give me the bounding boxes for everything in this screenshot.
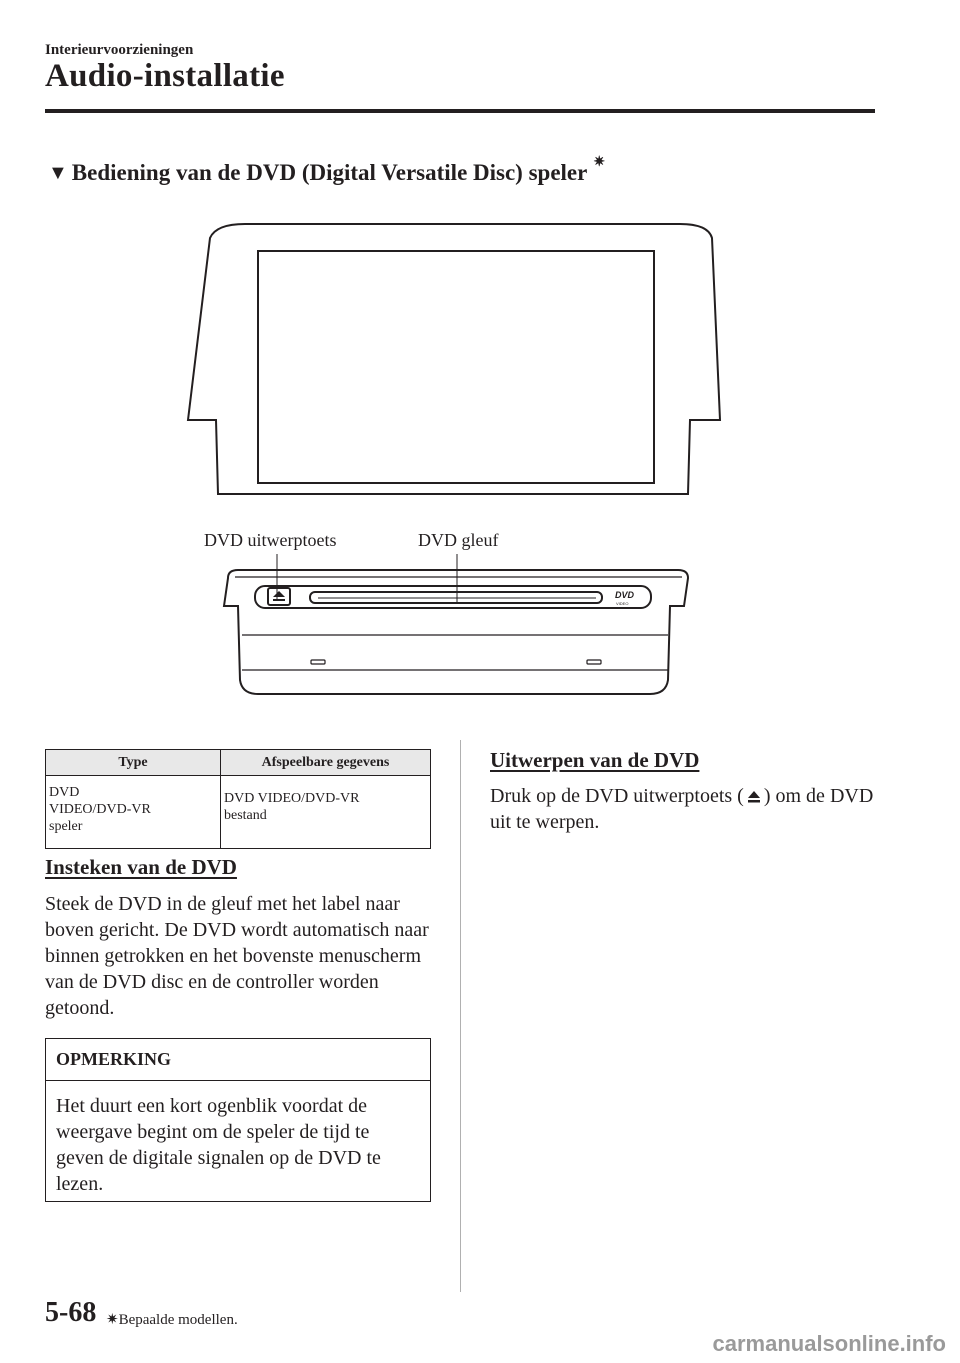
star-icon: ✷ [593,155,606,170]
display-housing [188,224,720,494]
table-header-type: Type [46,750,221,776]
callout-eject-button: DVD uitwerptoets [204,530,337,550]
dvd-slot-bezel [255,586,651,608]
column-divider [460,740,461,1292]
heading-text: Bediening van de DVD (Digital Versatile Disc) speler [71,160,588,185]
dvd-unit-housing [224,570,688,694]
note-title: OPMERKING [46,1039,430,1081]
footnote-text: Bepaalde modellen. [118,1312,238,1328]
down-triangle-icon: ▼ [48,162,68,184]
eject-icon [746,789,762,805]
eject-section-body [490,783,882,835]
spec-table [45,749,431,849]
insert-section-body: Steek de DVD in de gleuf met het label naar boven gericht. De DVD wordt automatisch naar binnen getrokken en het bovenste menuscherm van de DVD disc en de controller worden getoond. [45,893,429,1019]
note-body: Het duurt een kort ogenblik voordat de weergave begint om de speler de tijd te geven de digitale signalen op de DVD te lezen. [56,1095,381,1195]
footnote-star: ✷ [106,1312,119,1328]
table-header-data: Afspeelbare gegevens [221,750,431,776]
table-cell-type: DVD VIDEO/DVD-VR speler [46,776,221,849]
eject-body-after: ) om de DVD uit te werpen. [490,785,874,833]
page-number: 5-68 [45,1297,97,1328]
dvd-logo-subtext: VIDEO [616,601,629,606]
eject-body-before: Druk op de DVD uitwerptoets ( [490,785,744,807]
footnote [106,1310,238,1329]
display-screen [258,251,654,483]
dvd-logo: DVD [615,590,635,600]
section-label: Interieurvoorzieningen [45,42,194,58]
insert-section-title: Insteken van de DVD [45,855,237,879]
eject-section-title: Uitwerpen van de DVD [490,748,700,772]
callout-dvd-slot: DVD gleuf [418,530,499,550]
note-box [45,1038,431,1202]
table-cell-data: DVD VIDEO/DVD-VR bestand [221,776,431,849]
table-row [46,776,431,849]
chapter-title: Audio-installatie [45,58,285,94]
watermark: carmanualsonline.info [712,1331,946,1356]
